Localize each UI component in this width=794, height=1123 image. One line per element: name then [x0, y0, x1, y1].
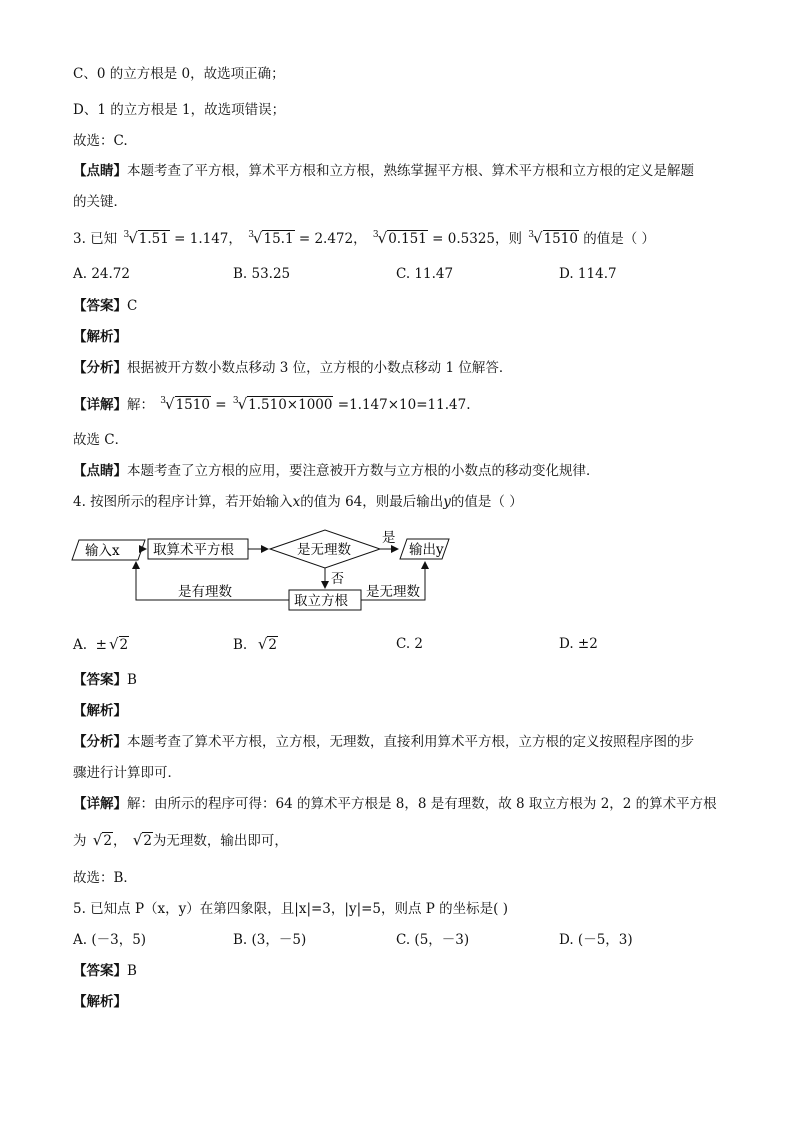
q4-option-c: C. 2	[396, 636, 424, 652]
decision-label: 是无理数	[297, 542, 351, 558]
q4-solution-cont: 为 √2， √2为无理数，输出即可，	[73, 831, 288, 849]
q5-answer: 【答案】B	[73, 963, 137, 979]
q4-analysis: 【分析】本题考查了算术平方根，立方根，无理数，直接利用算术平方根，立方根的定义按照程序图的步	[73, 734, 694, 750]
cube-root: $^3$√1.51	[123, 229, 169, 247]
text-line: 的关键．	[73, 194, 127, 210]
comment-text: 本题考查了平方根，算术平方根和立方根，熟练掌握平方根、算术平方根和立方根的定义是解题	[127, 163, 694, 179]
q3-analysis-heading: 【解析】	[73, 329, 127, 345]
q4-option-a: A. ± √2	[73, 635, 129, 653]
q5-option-b: B. (3，－5)	[233, 932, 307, 948]
q4-choice: 故选：B．	[73, 870, 137, 886]
q4-analysis-cont: 骤进行计算即可．	[73, 765, 181, 781]
no-label: 否	[331, 572, 345, 587]
text-line: 故选：C.	[73, 133, 128, 149]
q5-option-a: A. (－3，5)	[73, 932, 147, 948]
q3-answer: 【答案】C	[73, 298, 138, 314]
text-line: C、0 的立方根是 0，故选项正确；	[73, 66, 285, 82]
q3-analysis: 【分析】根据被开方数小数点移动 3 位，立方根的小数点移动 1 位解答．	[73, 360, 513, 376]
output-label: 输出y	[409, 542, 444, 558]
q5-option-d: D. (－5，3)	[559, 932, 633, 948]
q3-prefix: 3. 已知	[73, 231, 118, 247]
q4-solution: 【详解】解：由所示的程序可得：64 的算术平方根是 8，8 是有理数，故 8 取立方根为 2，2 的算术平方根	[73, 796, 717, 812]
input-label: 输入x	[85, 543, 120, 559]
q3-option-c: C. 11.47	[396, 266, 454, 282]
cube-root: $^3$√1510	[528, 229, 578, 247]
text-line: D、1 的立方根是 1，故选项错误；	[73, 102, 286, 118]
q4-analysis-heading: 【解析】	[73, 703, 127, 719]
q5-option-c: C. (5，－3)	[396, 932, 470, 948]
cube-root: $^3$√1.510×1000	[232, 395, 333, 413]
comment-tag: 【点睛】	[73, 163, 127, 179]
cube-root: $^3$√15.1	[248, 229, 294, 247]
question-5-stem: 5. 已知点 P（x，y）在第四象限，且|x|=3，|y|=5，则点 P 的坐标是( )	[73, 901, 509, 917]
q3-option-b: B. 53.25	[233, 266, 291, 282]
q3-option-d: D. 114.7	[559, 266, 617, 282]
q4-answer: 【答案】B	[73, 672, 137, 688]
irrational-label: 是无理数	[366, 584, 420, 600]
cube-root: $^3$√1510	[160, 395, 210, 413]
cube-root-label: 取立方根	[294, 593, 348, 609]
q5-analysis-heading: 【解析】	[73, 994, 127, 1010]
q3-option-a: A. 24.72	[73, 266, 130, 282]
q4-option-d: D. ±2	[559, 636, 598, 652]
q4-option-b: B. √2	[233, 635, 277, 653]
rational-label: 是有理数	[178, 584, 232, 600]
q3-comment: 【点睛】本题考查了立方根的应用，要注意被开方数与立方根的小数点的移动变化规律．	[73, 463, 600, 479]
yes-label: 是	[382, 530, 396, 546]
q3-solution: 【详解】解： $^3$√1510 = $^3$√1.510×1000 =1.147×10=11.47.	[73, 394, 470, 417]
question-3-stem: 3. 已知 $^3$√1.51 = 1.147， $^3$√15.1 = 2.472， $^3$√0.151 = 0.5325，则 $^3$√1510 的值是（ ）	[73, 228, 655, 251]
sqrt-label: 取算术平方根	[153, 542, 234, 558]
question-4-stem: 4. 按图所示的程序计算，若开始输入x的值为 64，则最后输出y的值是（ ）	[73, 494, 523, 510]
cube-root: $^3$√0.151	[372, 229, 427, 247]
q3-choice: 故选 C．	[73, 432, 129, 448]
